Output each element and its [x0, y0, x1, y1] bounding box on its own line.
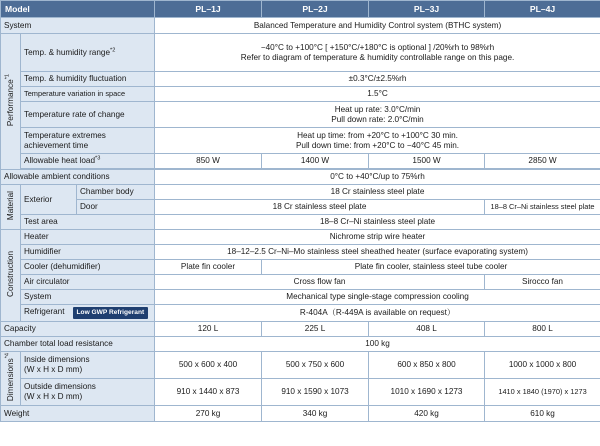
row-weight — [1, 406, 600, 422]
capacity-pl3j: 408 L — [369, 322, 485, 337]
cooler-value-pl2j-pl4j: Plate fin cooler, stainless steel tube cooler — [262, 260, 600, 275]
group-material — [1, 185, 21, 230]
low-gwp-badge: Low GWP Refrigerant — [73, 307, 149, 319]
inside-dims-pl4j: 1000 x 1000 x 800 — [485, 352, 600, 379]
variation-value: 1.5°C — [155, 87, 600, 102]
rate-of-change-value — [155, 102, 600, 128]
weight-pl1j: 270 kg — [155, 406, 262, 422]
refrigerant-text: Refrigerant — [24, 307, 65, 317]
fluctuation-label: Temp. & humidity fluctuation — [21, 72, 155, 87]
outside-dims-label — [21, 379, 155, 406]
temp-humidity-range-line1: −40°C to +100°C [ +150°C/+180°C is optional ] /20%rh to 98%rh — [260, 42, 495, 52]
model-header-pl2j: PL–2J — [262, 1, 369, 18]
heat-load-pl2j: 1400 W — [262, 154, 369, 169]
test-area-value: 18–8 Cr–Ni stainless steel plate — [155, 215, 600, 230]
refrigerant-value: R-404A（R-449A is available on request） — [155, 305, 600, 322]
dimensions-note: *4 — [3, 353, 10, 359]
extremes-line1: Heat up time: from +20°C to +100°C 30 min. — [297, 130, 458, 140]
temp-humidity-range-line2: Refer to diagram of temperature & humidity controllable range on this page. — [240, 52, 515, 62]
chamber-body-label: Chamber body — [77, 185, 155, 200]
row-refrigerant — [1, 305, 600, 322]
door-value-pl1j-pl3j: 18 Cr stainless steel plate — [155, 200, 485, 215]
system-value: Balanced Temperature and Humidity Control system (BTHC system) — [155, 18, 600, 34]
cooler-label: Cooler (dehumidifier) — [21, 260, 155, 275]
capacity-pl1j: 120 L — [155, 322, 262, 337]
rate-of-change-line1: Heat up rate: 3.0°C/min — [334, 104, 421, 114]
heat-load-pl4j: 2850 W — [485, 154, 600, 169]
row-door — [1, 200, 600, 215]
row-humidifier — [1, 245, 600, 260]
temp-humidity-range-label — [21, 34, 155, 72]
capacity-pl2j: 225 L — [262, 322, 369, 337]
extremes-label-line1: Temperature extremes — [24, 130, 106, 140]
extremes-label — [21, 128, 155, 154]
group-material-label: Material — [5, 191, 15, 221]
header-row — [1, 1, 600, 18]
outside-dims-pl3j: 1010 x 1690 x 1273 — [369, 379, 485, 406]
performance-note: *1 — [3, 74, 10, 80]
door-value-pl4j: 18–8 Cr–Ni stainless steel plate — [485, 200, 600, 215]
row-ambient — [1, 170, 600, 185]
model-header-pl1j: PL–1J — [155, 1, 262, 18]
air-circulator-value-pl1j-pl3j: Cross flow fan — [155, 275, 485, 290]
row-cooler — [1, 260, 600, 275]
weight-pl3j: 420 kg — [369, 406, 485, 422]
row-test-area — [1, 215, 600, 230]
row-chamber-body — [1, 185, 600, 200]
heat-load-note: *3 — [95, 155, 101, 162]
row-inside-dims — [1, 352, 600, 379]
inside-dims-pl3j: 600 x 850 x 800 — [369, 352, 485, 379]
heater-label: Heater — [21, 230, 155, 245]
row-variation — [1, 87, 600, 102]
door-label: Door — [77, 200, 155, 215]
group-performance-label: Performance — [5, 79, 15, 127]
model-header-pl3j: PL–3J — [369, 1, 485, 18]
capacity-label: Capacity — [1, 322, 155, 337]
total-load-value: 100 kg — [155, 337, 600, 352]
group-performance — [1, 34, 21, 170]
row-heater — [1, 230, 600, 245]
row-air-circulator — [1, 275, 600, 290]
capacity-pl4j: 800 L — [485, 322, 600, 337]
inside-dims-label-line2: (W x H x D mm) — [24, 365, 83, 374]
temp-humidity-range-text: Temp. & humidity range — [24, 47, 111, 57]
outside-dims-pl1j: 910 x 1440 x 873 — [155, 379, 262, 406]
heat-load-pl1j: 850 W — [155, 154, 262, 169]
row-extremes — [1, 128, 600, 154]
weight-pl4j: 610 kg — [485, 406, 600, 422]
row-fluctuation — [1, 72, 600, 87]
row-rate-of-change — [1, 102, 600, 128]
temp-humidity-range-value — [155, 34, 600, 72]
extremes-value — [155, 128, 600, 154]
cooler-value-pl1j: Plate fin cooler — [155, 260, 262, 275]
row-outside-dims — [1, 379, 600, 406]
model-header-pl4j: PL–4J — [485, 1, 600, 18]
group-construction-label: Construction — [5, 251, 15, 298]
row-construction-system — [1, 290, 600, 305]
system-label: System — [1, 18, 155, 34]
outside-dims-pl2j: 910 x 1590 x 1073 — [262, 379, 369, 406]
outside-dims-pl4j: 1410 x 1840 (1970) x 1273 — [485, 379, 600, 406]
test-area-label: Test area — [21, 215, 155, 230]
heat-load-label — [21, 154, 155, 169]
exterior-label: Exterior — [21, 185, 77, 215]
row-capacity — [1, 322, 600, 337]
heater-value: Nichrome strip wire heater — [155, 230, 600, 245]
construction-system-value: Mechanical type single-stage compression cooling — [155, 290, 600, 305]
refrigerant-label — [21, 305, 155, 322]
humidifier-label: Humidifier — [21, 245, 155, 260]
extremes-label-line2: achievement time — [24, 140, 89, 150]
humidifier-value: 18–12–2.5 Cr–Ni–Mo stainless steel sheathed heater (surface evaporating system) — [155, 245, 600, 260]
heat-load-pl3j: 1500 W — [369, 154, 485, 169]
variation-label: Temperature variation in space — [21, 87, 155, 102]
inside-dims-pl2j: 500 x 750 x 600 — [262, 352, 369, 379]
construction-system-label: System — [21, 290, 155, 305]
ambient-label: Allowable ambient conditions — [1, 170, 155, 185]
row-temp-humidity-range — [1, 34, 600, 72]
row-total-load — [1, 337, 600, 352]
total-load-label: Chamber total load resistance — [1, 337, 155, 352]
row-system — [1, 18, 600, 34]
row-heat-load — [1, 154, 600, 169]
outside-dims-label-line2: (W x H x D mm) — [24, 392, 83, 401]
group-dimensions-label: Dimensions — [5, 358, 15, 402]
weight-label: Weight — [1, 406, 155, 422]
chamber-body-value: 18 Cr stainless steel plate — [155, 185, 600, 200]
inside-dims-pl1j: 500 x 600 x 400 — [155, 352, 262, 379]
air-circulator-value-pl4j: Sirocco fan — [485, 275, 600, 290]
outside-dims-label-line1: Outside dimensions — [24, 382, 96, 392]
weight-pl2j: 340 kg — [262, 406, 369, 422]
inside-dims-label-line1: Inside dimensions — [24, 355, 90, 365]
ambient-value: 0°C to +40°C/up to 75%rh — [155, 170, 600, 185]
heat-load-text: Allowable heat load — [24, 156, 96, 166]
extremes-line2: Pull down time: from +20°C to −40°C 45 min. — [295, 140, 460, 150]
group-construction — [1, 230, 21, 322]
fluctuation-value: ±0.3°C/±2.5%rh — [155, 72, 600, 87]
inside-dims-label — [21, 352, 155, 379]
rate-of-change-label: Temperature rate of change — [21, 102, 155, 128]
group-dimensions — [1, 352, 21, 406]
rate-of-change-line2: Pull down rate: 2.0°C/min — [331, 114, 424, 124]
air-circulator-label: Air circulator — [21, 275, 155, 290]
model-header: Model — [1, 1, 155, 18]
temp-humidity-range-note: *2 — [110, 46, 116, 53]
